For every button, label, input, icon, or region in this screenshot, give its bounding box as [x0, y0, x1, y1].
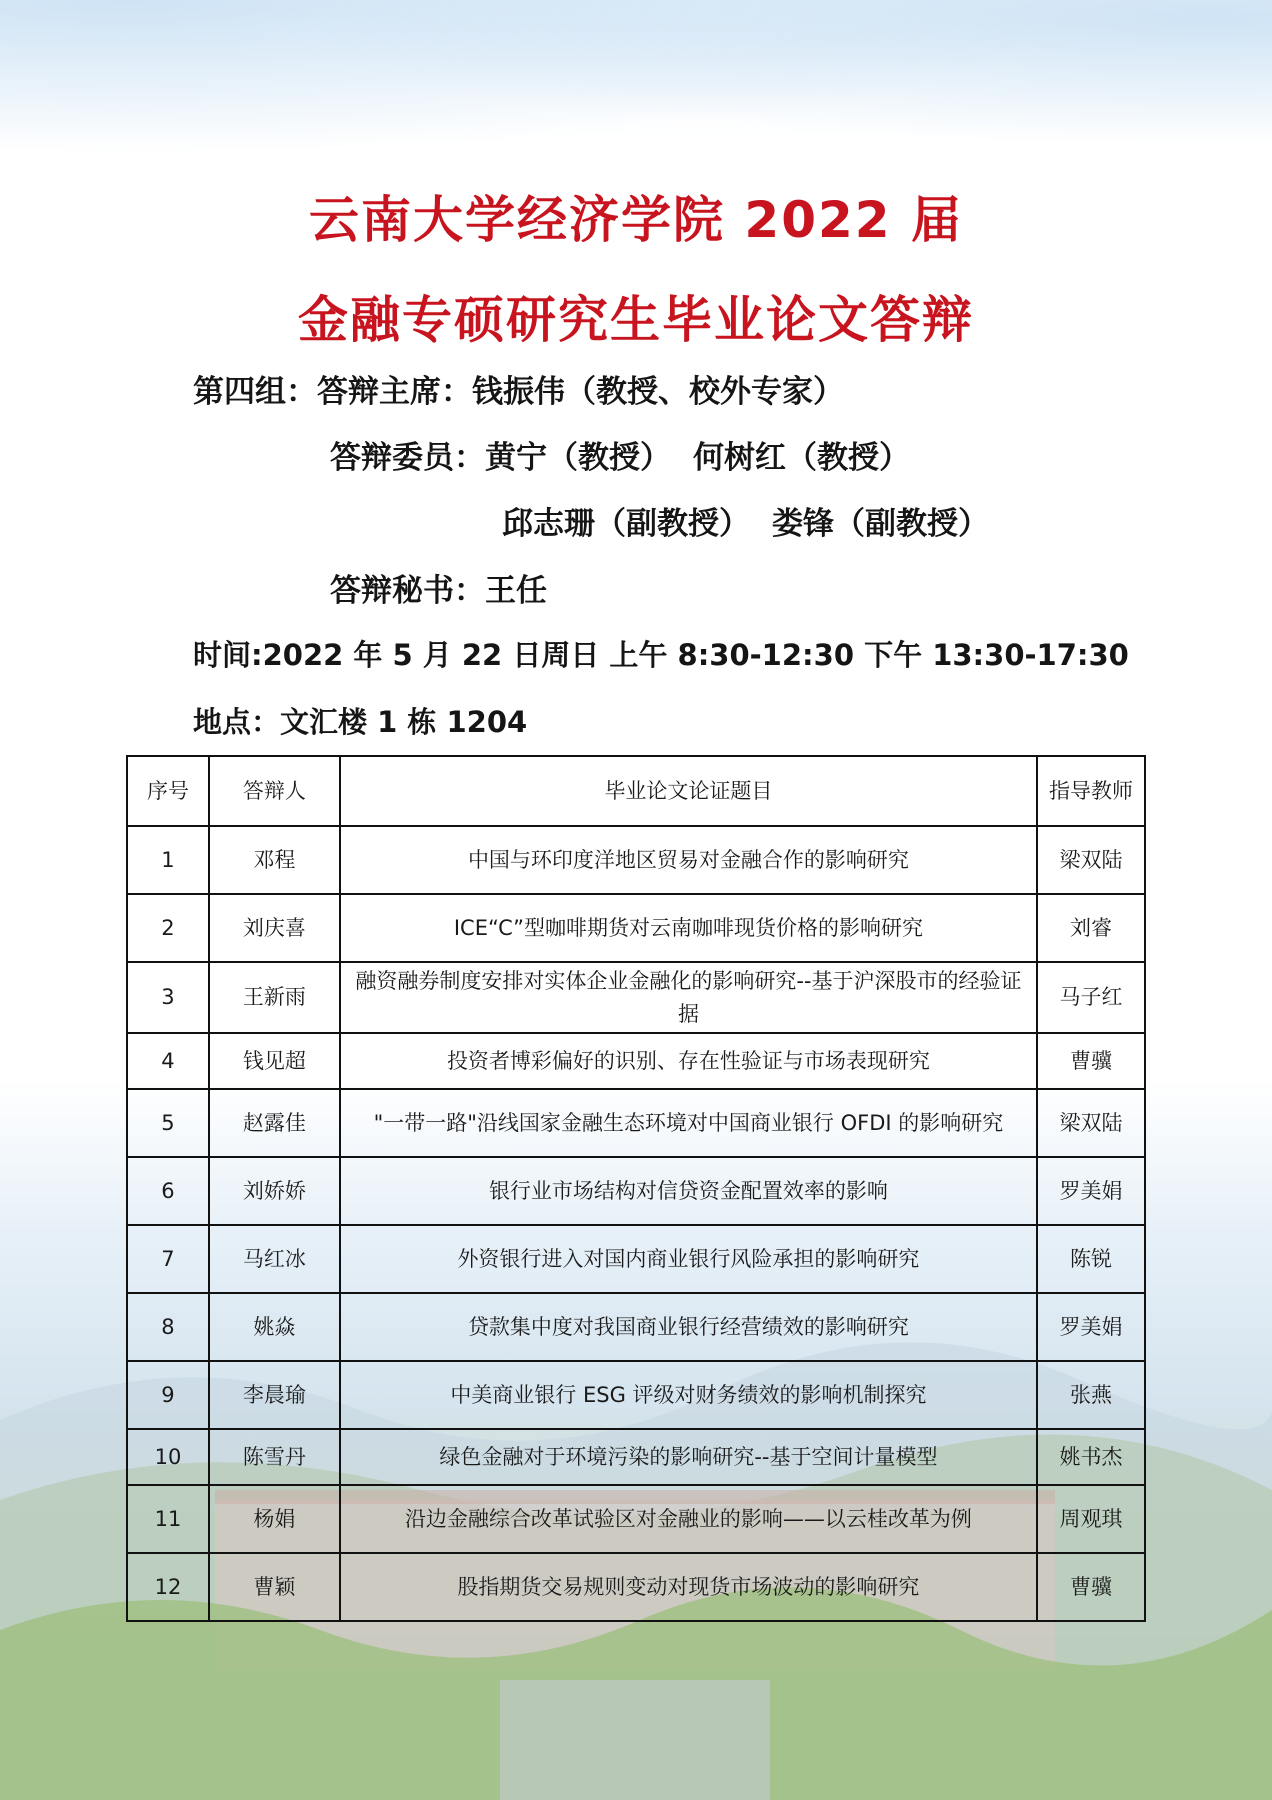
cell-no: 3	[127, 962, 209, 1033]
cell-advisor: 曹骥	[1037, 1553, 1145, 1621]
cell-title: 中国与环印度洋地区贸易对金融合作的影响研究	[340, 826, 1037, 894]
cell-no: 10	[127, 1429, 209, 1485]
cell-advisor: 罗美娟	[1037, 1157, 1145, 1225]
cell-name: 李晨瑜	[209, 1361, 340, 1429]
cell-title: 中美商业银行 ESG 评级对财务绩效的影响机制探究	[340, 1361, 1037, 1429]
cell-name: 姚焱	[209, 1293, 340, 1361]
cell-advisor: 周观琪	[1037, 1485, 1145, 1553]
cell-advisor: 曹骥	[1037, 1033, 1145, 1089]
secretary-name: 王任	[485, 573, 547, 609]
place-info: 地点：文汇楼 1 栋 1204	[193, 705, 528, 739]
cell-title: ICE“C”型咖啡期货对云南咖啡现货价格的影响研究	[340, 894, 1037, 962]
member-name: 黄宁（教授）	[485, 440, 671, 476]
cell-name: 赵露佳	[209, 1089, 340, 1157]
table-row	[127, 1361, 1145, 1429]
cell-name: 马红冰	[209, 1225, 340, 1293]
cell-no: 6	[127, 1157, 209, 1225]
table-row	[127, 1089, 1145, 1157]
cell-advisor: 马子红	[1037, 962, 1145, 1033]
cell-advisor: 罗美娟	[1037, 1293, 1145, 1361]
table-row	[127, 1485, 1145, 1553]
cell-no: 9	[127, 1361, 209, 1429]
cell-advisor: 梁双陆	[1037, 1089, 1145, 1157]
members-row	[330, 432, 910, 477]
secretary-row	[330, 565, 547, 610]
cell-no: 2	[127, 894, 209, 962]
table-row	[127, 1225, 1145, 1293]
table-row	[127, 826, 1145, 894]
cell-no: 8	[127, 1293, 209, 1361]
cell-title: 绿色金融对于环境污染的影响研究--基于空间计量模型	[340, 1429, 1037, 1485]
cell-title: 融资融券制度安排对实体企业金融化的影响研究--基于沪深股市的经验证据	[340, 962, 1037, 1033]
table-row	[127, 962, 1145, 1033]
cell-name: 陈雪丹	[209, 1429, 340, 1485]
cell-name: 刘娇娇	[209, 1157, 340, 1225]
header-title: 毕业论文论证题目	[340, 756, 1037, 826]
defense-schedule-table	[126, 755, 1146, 1622]
header-no: 序号	[127, 756, 209, 826]
member-name: 娄锋（副教授）	[772, 506, 989, 542]
cell-name: 曹颖	[209, 1553, 340, 1621]
cell-title: 银行业市场结构对信贷资金配置效率的影响	[340, 1157, 1037, 1225]
cell-title: 投资者博彩偏好的识别、存在性验证与市场表现研究	[340, 1033, 1037, 1089]
cell-name: 杨娟	[209, 1485, 340, 1553]
chair-name: 钱振伟（教授、校外专家）	[472, 374, 844, 410]
chair-label: 答辩主席：	[317, 374, 472, 410]
member-name: 邱志珊（副教授）	[502, 506, 750, 542]
secretary-label: 答辩秘书：	[330, 573, 485, 609]
table-row	[127, 1033, 1145, 1089]
cell-title: "一带一路"沿线国家金融生态环境对中国商业银行 OFDI 的影响研究	[340, 1089, 1037, 1157]
table-header-row	[127, 756, 1145, 826]
cell-no: 1	[127, 826, 209, 894]
cell-no: 7	[127, 1225, 209, 1293]
cell-title: 贷款集中度对我国商业银行经营绩效的影响研究	[340, 1293, 1037, 1361]
members-label: 答辩委员：	[330, 440, 485, 476]
cell-name: 钱见超	[209, 1033, 340, 1089]
group-label: 第四组：	[193, 374, 317, 410]
chair-row	[193, 366, 844, 411]
member-name: 何树红（教授）	[693, 440, 910, 476]
cell-advisor: 张燕	[1037, 1361, 1145, 1429]
cell-title: 沿边金融综合改革试验区对金融业的影响——以云桂改革为例	[340, 1485, 1037, 1553]
cell-no: 11	[127, 1485, 209, 1553]
cell-name: 邓程	[209, 826, 340, 894]
cell-advisor: 梁双陆	[1037, 826, 1145, 894]
table-row	[127, 1553, 1145, 1621]
cell-advisor: 姚书杰	[1037, 1429, 1145, 1485]
cell-name: 刘庆喜	[209, 894, 340, 962]
title-line-1: 云南大学经济学院 2022 届	[309, 191, 963, 249]
cell-title: 股指期货交易规则变动对现货市场波动的影响研究	[340, 1553, 1037, 1621]
table-row	[127, 1429, 1145, 1485]
header-advisor: 指导教师	[1037, 756, 1145, 826]
cell-advisor: 刘睿	[1037, 894, 1145, 962]
cell-title: 外资银行进入对国内商业银行风险承担的影响研究	[340, 1225, 1037, 1293]
cell-advisor: 陈锐	[1037, 1225, 1145, 1293]
header-name: 答辩人	[209, 756, 340, 826]
table-row	[127, 894, 1145, 962]
cell-no: 4	[127, 1033, 209, 1089]
cell-no: 12	[127, 1553, 209, 1621]
table-row	[127, 1157, 1145, 1225]
members-row-2	[502, 498, 989, 543]
table-row	[127, 1293, 1145, 1361]
time-info: 时间:2022 年 5 月 22 日周日 上午 8:30-12:30 下午 13:30-17:30	[193, 638, 1129, 672]
cell-name: 王新雨	[209, 962, 340, 1033]
title-line-2: 金融专硕研究生毕业论文答辩	[298, 291, 974, 349]
cell-no: 5	[127, 1089, 209, 1157]
